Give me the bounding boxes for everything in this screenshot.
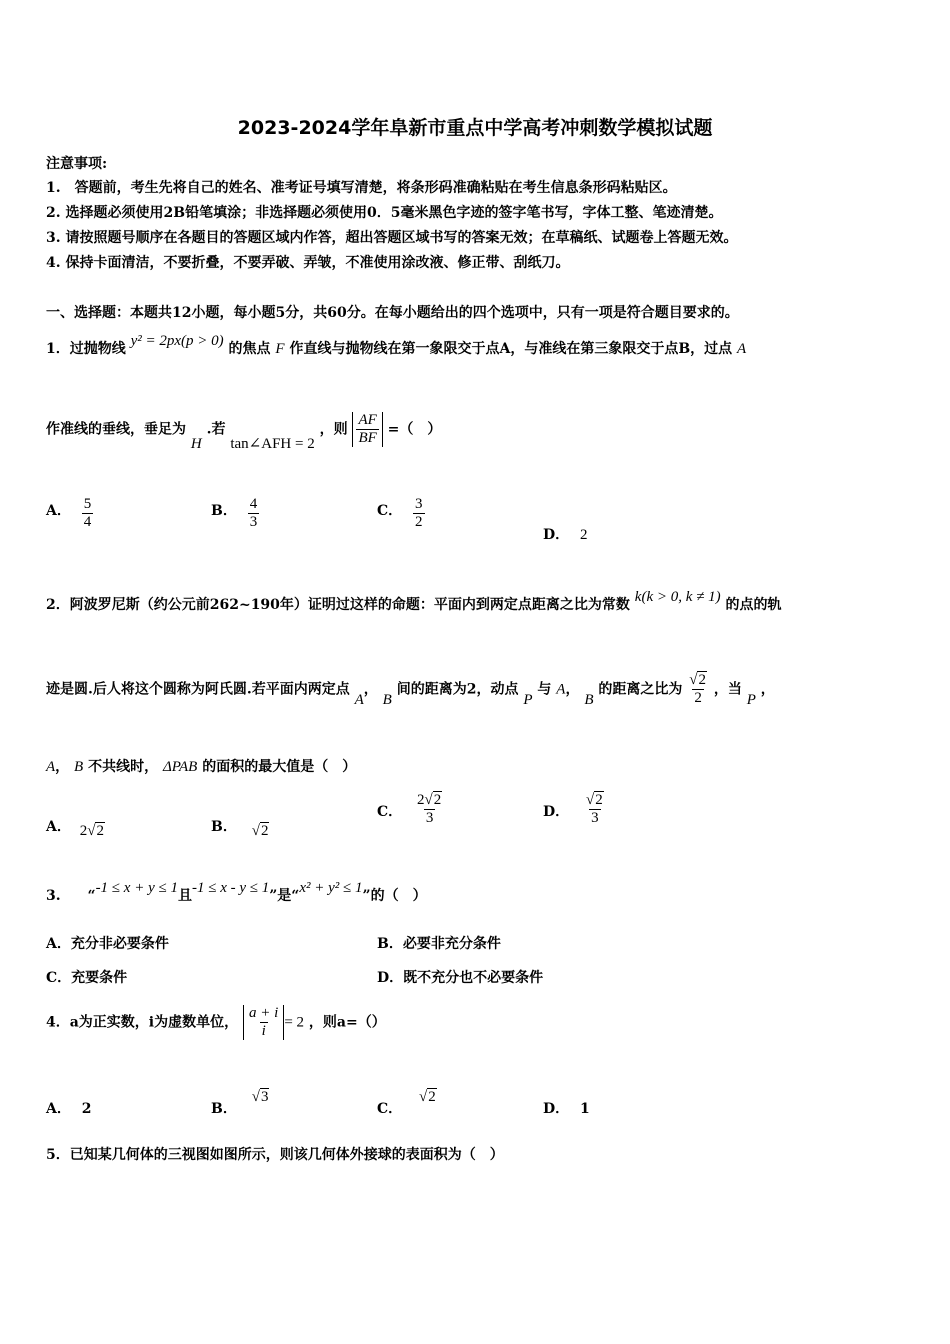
q1-text: =（ ） [387, 421, 442, 438]
q1-point-h: H [190, 435, 202, 452]
question-1-line-2 [46, 412, 442, 452]
notice-heading: 注意事项: [46, 156, 108, 172]
q4-option-a: A． 2 [46, 1101, 92, 1117]
question-4: 4．a为正实数，i为虚数单位， $\frac{a + i}{i}$ = 2 ，则a=（） [46, 1005, 386, 1039]
q1-text: 的焦点 [228, 341, 271, 357]
q1-point-f: F [275, 341, 285, 357]
q4-option-c: C． √2 [377, 1089, 436, 1117]
q3-option-d: D．既不充分也不必要条件 [377, 970, 544, 986]
q1-text: 作准线的垂线，垂足为 [46, 421, 186, 438]
question-2-line-3: A， B 不共线时， ΔPAB 的面积的最大值是（ ） [46, 759, 357, 775]
notice-item: 2. 选择题必须使用2B铅笔填涂；非选择题必须使用0．5毫米黑色字迹的签字笔书写，字体工整、笔迹清楚。 [46, 205, 723, 221]
q1-option-d: D． 2 [543, 527, 588, 543]
q2-option-c: C． $\frac{2√2}{3}$ [377, 792, 442, 826]
q1-option-b: B． $\frac{4}{3}$ [211, 496, 258, 530]
q4-option-b: B． √3 [211, 1089, 269, 1117]
question-2-line-1 [46, 589, 782, 614]
q1-ratio [352, 412, 382, 447]
q1-option-c: C． $\frac{3}{2}$ [377, 496, 423, 530]
section-heading: 一、选择题：本题共12小题，每小题5分，共60分。在每小题给出的四个选项中，只有一项是符合题目要求的。 [46, 305, 739, 321]
question-5: 5．已知某几何体的三视图如图所示，则该几何体外接球的表面积为（ ） [46, 1147, 504, 1163]
q1-option-a: A． $\frac{5}{4}$ [46, 496, 92, 530]
q2-text: 2．阿波罗尼斯（约公元前262~190年）证明过这样的命题：平面内到两定点距离之比为常数 [46, 597, 630, 613]
question-2-line-2: 迹是圆.后人将这个圆称为阿氏圆.若平面内两定点 A， B 间的距离为2，动点 P 与 A， B 的距离之比为 $\frac{√2}{2}$ ，当 P ， [46, 672, 775, 708]
q1-ratio-num: AF [358, 412, 377, 428]
q1-text: ，则 [319, 421, 348, 438]
q2-option-d: D． $\frac{√2}{3}$ [543, 792, 603, 826]
question-3: 3. “-1 ≤ x + y ≤ 1且-1 ≤ x - y ≤ 1”是“x² + y² ≤ 1”的（ ） [46, 880, 427, 904]
notice-item: 4. 保持卡面清洁，不要折叠，不要弄破、弄皱，不准使用涂改液、修正带、刮纸刀。 [46, 255, 570, 271]
q1-equation: y² = 2px(p > 0) [130, 333, 224, 349]
q1-text: 1．过抛物线 [46, 341, 126, 357]
notice-item: 3. 请按照题号顺序在各题目的答题区域内作答，超出答题区域书写的答案无效；在草稿纸、试题卷上答题无效。 [46, 230, 738, 246]
q2-ratio: $\frac{√2}{2}$ [689, 672, 706, 706]
q3-option-a: A．充分非必要条件 [46, 936, 169, 952]
q2-option-a: A． 2√2 [46, 819, 104, 839]
notice-item: 1. 答题前，考生先将自己的姓名、准考证号填写清楚，将条形码准确粘贴在考生信息条形码粘贴区。 [46, 180, 677, 196]
q3-option-c: C．充要条件 [46, 970, 128, 986]
q1-text: 作直线与抛物线在第一象限交于点A，与准线在第三象限交于点B，过点 [289, 341, 733, 357]
q1-point-a: A [737, 341, 747, 357]
q2-text: 的点的轨 [725, 597, 782, 613]
q3-option-b: B．必要非充分条件 [377, 936, 501, 952]
page-title: 2023-2024学年阜新市重点中学高考冲刺数学模拟试题 [237, 117, 713, 139]
q1-ratio-den: BF [358, 430, 377, 446]
q1-tan-condition: tan∠AFH = 2 [230, 435, 315, 452]
q1-text: .若 [206, 421, 226, 438]
q2-option-b: B． √2 [211, 819, 269, 839]
question-1-line-1 [46, 333, 747, 358]
q4-modulus: $\frac{a + i}{i}$ [243, 1005, 284, 1040]
q2-constant-k: k(k > 0, k ≠ 1) [634, 589, 721, 605]
q4-option-d: D． 1 [543, 1101, 590, 1117]
